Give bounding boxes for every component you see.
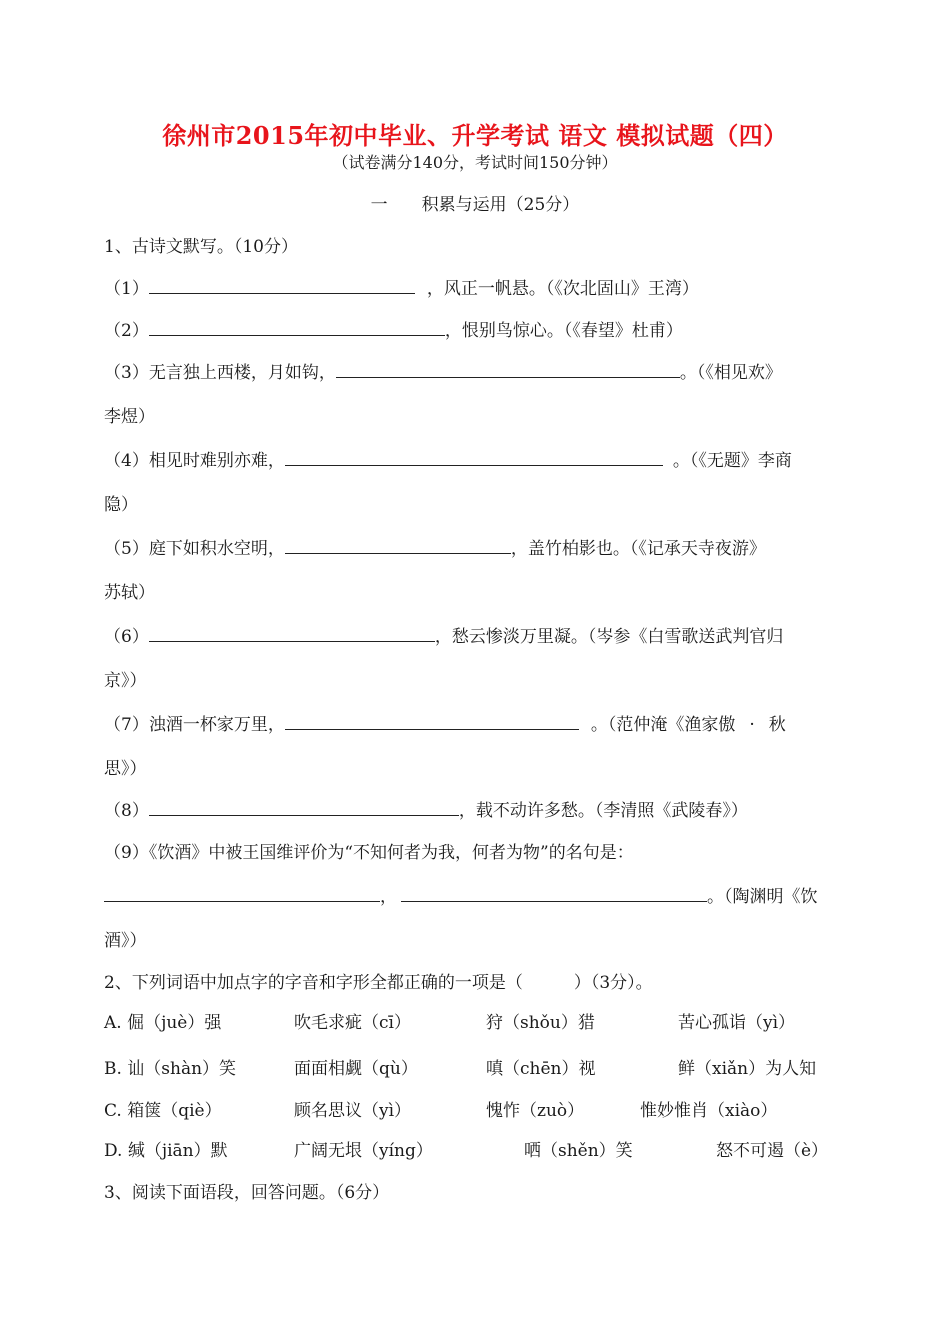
- option-c-2: 顾名思议（yì）: [294, 1101, 412, 1121]
- q1-item-2: [104, 316, 683, 341]
- q1-item-9-answer: [104, 882, 818, 907]
- item-text: 《饮酒》中被王国维评价为“不知何者为我，何者为物”的名句是：: [148, 843, 634, 863]
- q1-item-3-wrap: 李煜）: [104, 407, 155, 427]
- item-source: 。（范仲淹《渔家傲: [590, 715, 736, 735]
- question-1-heading: 1、古诗文默写。（10分）: [104, 237, 298, 257]
- item-number: （3）: [104, 363, 149, 383]
- item-number: （2）: [104, 321, 149, 341]
- answer-blank[interactable]: [149, 334, 445, 336]
- item-number: （5）: [104, 539, 149, 559]
- item-number: （6）: [104, 627, 149, 647]
- question-3-heading: 3、阅读下面语段，回答问题。（6分）: [104, 1183, 390, 1203]
- q1-item-3: [104, 358, 782, 383]
- item-text: 庭下如积水空明，: [148, 539, 285, 559]
- option-c-3: 愧怍（zuò）: [486, 1101, 585, 1121]
- item-number: （7）: [104, 715, 149, 735]
- q1-item-7-wrap: 思》）: [104, 759, 147, 779]
- q1-item-6-wrap: 京》）: [104, 671, 147, 691]
- q1-item-5: [104, 534, 766, 559]
- answer-blank[interactable]: [285, 552, 511, 554]
- item-text: ，风正一帆悬。（《次北固山》王湾）: [426, 279, 699, 299]
- exam-info: （试卷满分140分，考试时间150分钟）: [332, 153, 618, 172]
- option-d-2: 广阔无垠（yíng）: [294, 1141, 433, 1161]
- option-b-2: 面面相觑（qù）: [294, 1059, 418, 1079]
- option-a-4: 苦心孤诣（yì）: [678, 1013, 796, 1033]
- option-b-3: 嗔（chēn）视: [486, 1059, 596, 1079]
- item-text: 浊酒一杯家万里，: [148, 715, 285, 735]
- q1-item-1: [104, 274, 699, 299]
- option-d-4: 怒不可遏（è）: [716, 1141, 829, 1161]
- q1-item-4-wrap: 隐）: [104, 495, 138, 515]
- item-number: （8）: [104, 801, 149, 821]
- item-source: 。（《无题》李商: [672, 451, 792, 471]
- q1-item-6: [104, 622, 783, 647]
- answer-blank[interactable]: [285, 464, 663, 466]
- answer-blank[interactable]: [149, 640, 435, 642]
- answer-blank[interactable]: [149, 292, 415, 294]
- q1-item-5-wrap: 苏轼）: [104, 583, 155, 603]
- item-number: （4）: [104, 451, 149, 471]
- item-source: 。（陶渊明《饮: [707, 887, 818, 907]
- option-d-3: 哂（shěn）笑: [524, 1141, 633, 1161]
- answer-blank[interactable]: [336, 376, 680, 378]
- middle-dot: ·: [749, 715, 755, 735]
- question-2-heading: 2、下列词语中加点字的字音和字形全都正确的一项是（ ）（3分）。: [104, 973, 653, 993]
- item-source: ，载不动许多愁。（李清照《武陵春》）: [458, 801, 748, 821]
- item-source-end: 秋: [768, 715, 786, 735]
- answer-blank[interactable]: [149, 814, 459, 816]
- q1-item-4: [104, 446, 792, 471]
- item-number: （9）: [104, 843, 149, 863]
- option-a-3: 狩（shǒu）猎: [486, 1013, 595, 1033]
- item-source: 。（《相见欢》: [679, 363, 782, 383]
- section-heading: 一 积累与运用（25分）: [370, 195, 580, 215]
- comma: ，: [380, 887, 397, 907]
- item-text: ，恨别鸟惊心。（《春望》杜甫）: [444, 321, 683, 341]
- item-source: ，盖竹柏影也。（《记承天寺夜游》: [510, 539, 766, 559]
- q1-item-9: [104, 838, 634, 863]
- q1-item-9-wrap: 酒》）: [104, 931, 147, 951]
- option-a-2: 吹毛求疵（cī）: [294, 1013, 411, 1033]
- item-text: 无言独上西楼，月如钩，: [148, 363, 336, 383]
- option-b-1: B. 讪（shàn）笑: [104, 1059, 237, 1079]
- option-a-1: A. 倔（juè）强: [104, 1013, 222, 1033]
- item-text: 相见时难别亦难，: [148, 451, 285, 471]
- q1-item-7: [104, 710, 786, 735]
- item-number: （1）: [104, 279, 149, 299]
- answer-blank[interactable]: [401, 900, 707, 902]
- answer-blank[interactable]: [104, 900, 380, 902]
- option-d-1: D. 缄（jiān）默: [104, 1141, 228, 1161]
- option-c-1: C. 箱箧（qiè）: [104, 1101, 222, 1121]
- item-source: ，愁云惨淡万里凝。（岑参《白雪歌送武判官归: [434, 627, 784, 647]
- page-title: 徐州市2015年初中毕业、升学考试 语文 模拟试题（四）: [162, 121, 788, 150]
- option-b-4: 鲜（xiǎn）为人知: [678, 1059, 817, 1079]
- option-c-4: 惟妙惟肖（xiào）: [640, 1101, 778, 1121]
- answer-blank[interactable]: [285, 728, 579, 730]
- q1-item-8: [104, 796, 748, 821]
